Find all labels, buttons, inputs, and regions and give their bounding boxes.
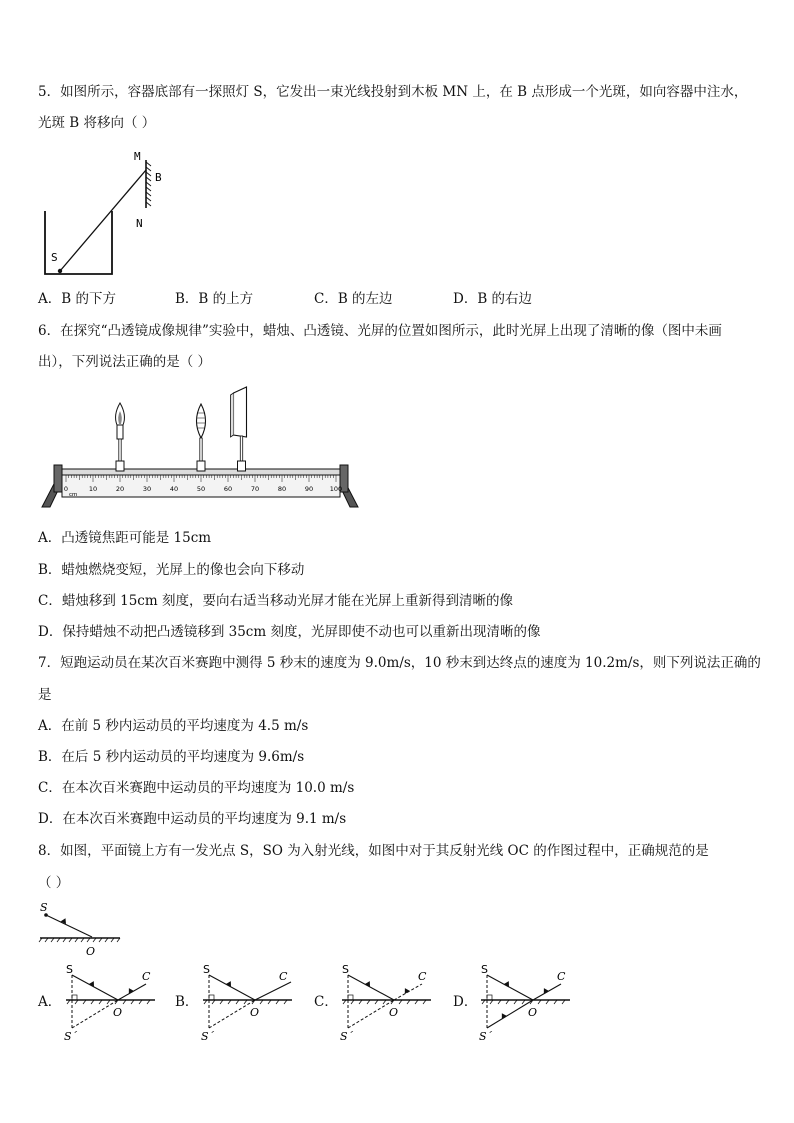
q8-stem-line2: （ ） [38,875,70,891]
ruler-label-0: 0 [63,485,69,493]
ruler-label-20: 20 [115,485,125,493]
ruler-label-30: 30 [142,485,152,493]
ruler-label-90: 90 [304,485,314,493]
q6-stem-line1: 6．在探究“凸透镜成像规律”实验中，蜡烛、凸透镜、光屏的位置如图所示，此时光屏上出现了清晰的像（图中未画 [38,323,722,339]
ruler-label-100: 100 [329,485,343,493]
ruler-label-10: 10 [88,485,98,493]
ruler-label-40: 40 [169,485,179,493]
q5-option-c[interactable]: C．B 的左边 [314,291,393,307]
ruler-label-50: 50 [196,485,206,493]
q6-optical-bench [38,385,368,515]
q8-choice-c-figure[interactable] [336,962,436,1042]
q8-choice-b-figure[interactable] [197,962,297,1042]
q8-d-label-s: S [481,963,488,976]
q6-option-a[interactable]: A．凸透镜焦距可能是 15cm [38,530,212,546]
q8-b-label-o: O [250,1006,260,1019]
q7-stem-line2: 是 [38,687,52,703]
q7-option-a[interactable]: A．在前 5 秒内运动员的平均速度为 4.5 m/s [38,718,309,734]
q8-b-label-s2: S´ [201,1030,215,1043]
q8-choice-a-letter[interactable]: A． [38,994,62,1010]
q8-c-label-s: S [342,963,349,976]
q6-option-b[interactable]: B．蜡烛燃烧变短，光屏上的像也会向下移动 [38,562,305,578]
ruler-label-70: 70 [250,485,260,493]
q5-figure [38,146,168,278]
q5-option-d[interactable]: D．B 的右边 [453,291,533,307]
q7-stem-line1: 7．短跑运动员在某次百米赛跑中测得 5 秒末的速度为 9.0m/s，10 秒末到达终点的速度为 10.2m/s，则下列说法正确的 [38,655,761,671]
q6-stem-line2: 出），下列说法正确的是（ ） [38,354,212,370]
q8-stem-line1: 8．如图，平面镜上方有一发光点 S，SO 为入射光线，如图中对于其反射光线 OC 的作图过程中，正确规范的是 [38,843,709,859]
q8-a-label-c: C [142,970,151,983]
q8-c-label-o: O [389,1006,399,1019]
q6-option-c[interactable]: C．蜡烛移到 15cm 刻度，要向右适当移动光屏才能在光屏上重新得到清晰的像 [38,593,513,609]
q5-option-b[interactable]: B．B 的上方 [175,291,254,307]
q7-option-c[interactable]: C．在本次百米赛跑中运动员的平均速度为 10.0 m/s [38,780,355,796]
q8-choice-b-letter[interactable]: B． [175,994,199,1010]
q8-d-label-o: O [528,1006,538,1019]
q8-c-label-s2: S´ [340,1030,354,1043]
q7-option-d[interactable]: D．在本次百米赛跑中运动员的平均速度为 9.1 m/s [38,811,347,827]
q8-b-label-s: S [203,963,210,976]
q8-a-label-o: O [113,1006,123,1019]
q5-label-m: M [134,150,141,163]
q8-label-o: O [86,945,96,958]
candle [116,403,125,471]
q5-label-s: S [51,251,58,264]
ruler-label-60: 60 [223,485,233,493]
q5-stem-line2: 光斑 B 将移向（ ） [38,115,156,131]
q8-a-label-s2: S´ [64,1030,78,1043]
q8-a-label-s: S [66,963,73,976]
q8-main-figure [38,900,128,960]
q8-label-s: S [40,901,48,914]
q7-option-b[interactable]: B．在后 5 秒内运动员的平均速度为 9.6m/s [38,749,305,765]
q5-option-a[interactable]: A．B 的下方 [38,291,116,307]
q8-choice-a-figure[interactable] [60,962,160,1042]
q8-d-label-s2: S´ [479,1030,493,1043]
q8-choice-d-figure[interactable] [475,962,575,1042]
light-screen [231,387,247,471]
q5-label-b: B [155,171,162,184]
q5-stem-line1: 5．如图所示，容器底部有一探照灯 S，它发出一束光线投射到木板 MN 上，在 B 点形成一个光斑，如向容器中注水， [38,84,748,100]
convex-lens [197,404,206,471]
q8-c-label-c: C [418,970,427,983]
q6-option-d[interactable]: D．保持蜡烛不动把凸透镜移到 35cm 刻度，光屏即使不动也可以重新出现清晰的像 [38,624,541,640]
ruler-unit: cm [69,492,78,498]
q5-label-n: N [136,217,143,230]
ruler-label-80: 80 [277,485,287,493]
q8-choice-d-letter[interactable]: D． [453,994,478,1010]
q8-choice-c-letter[interactable]: C． [314,994,338,1010]
q8-b-label-c: C [279,970,288,983]
q8-d-label-c: C [557,970,566,983]
